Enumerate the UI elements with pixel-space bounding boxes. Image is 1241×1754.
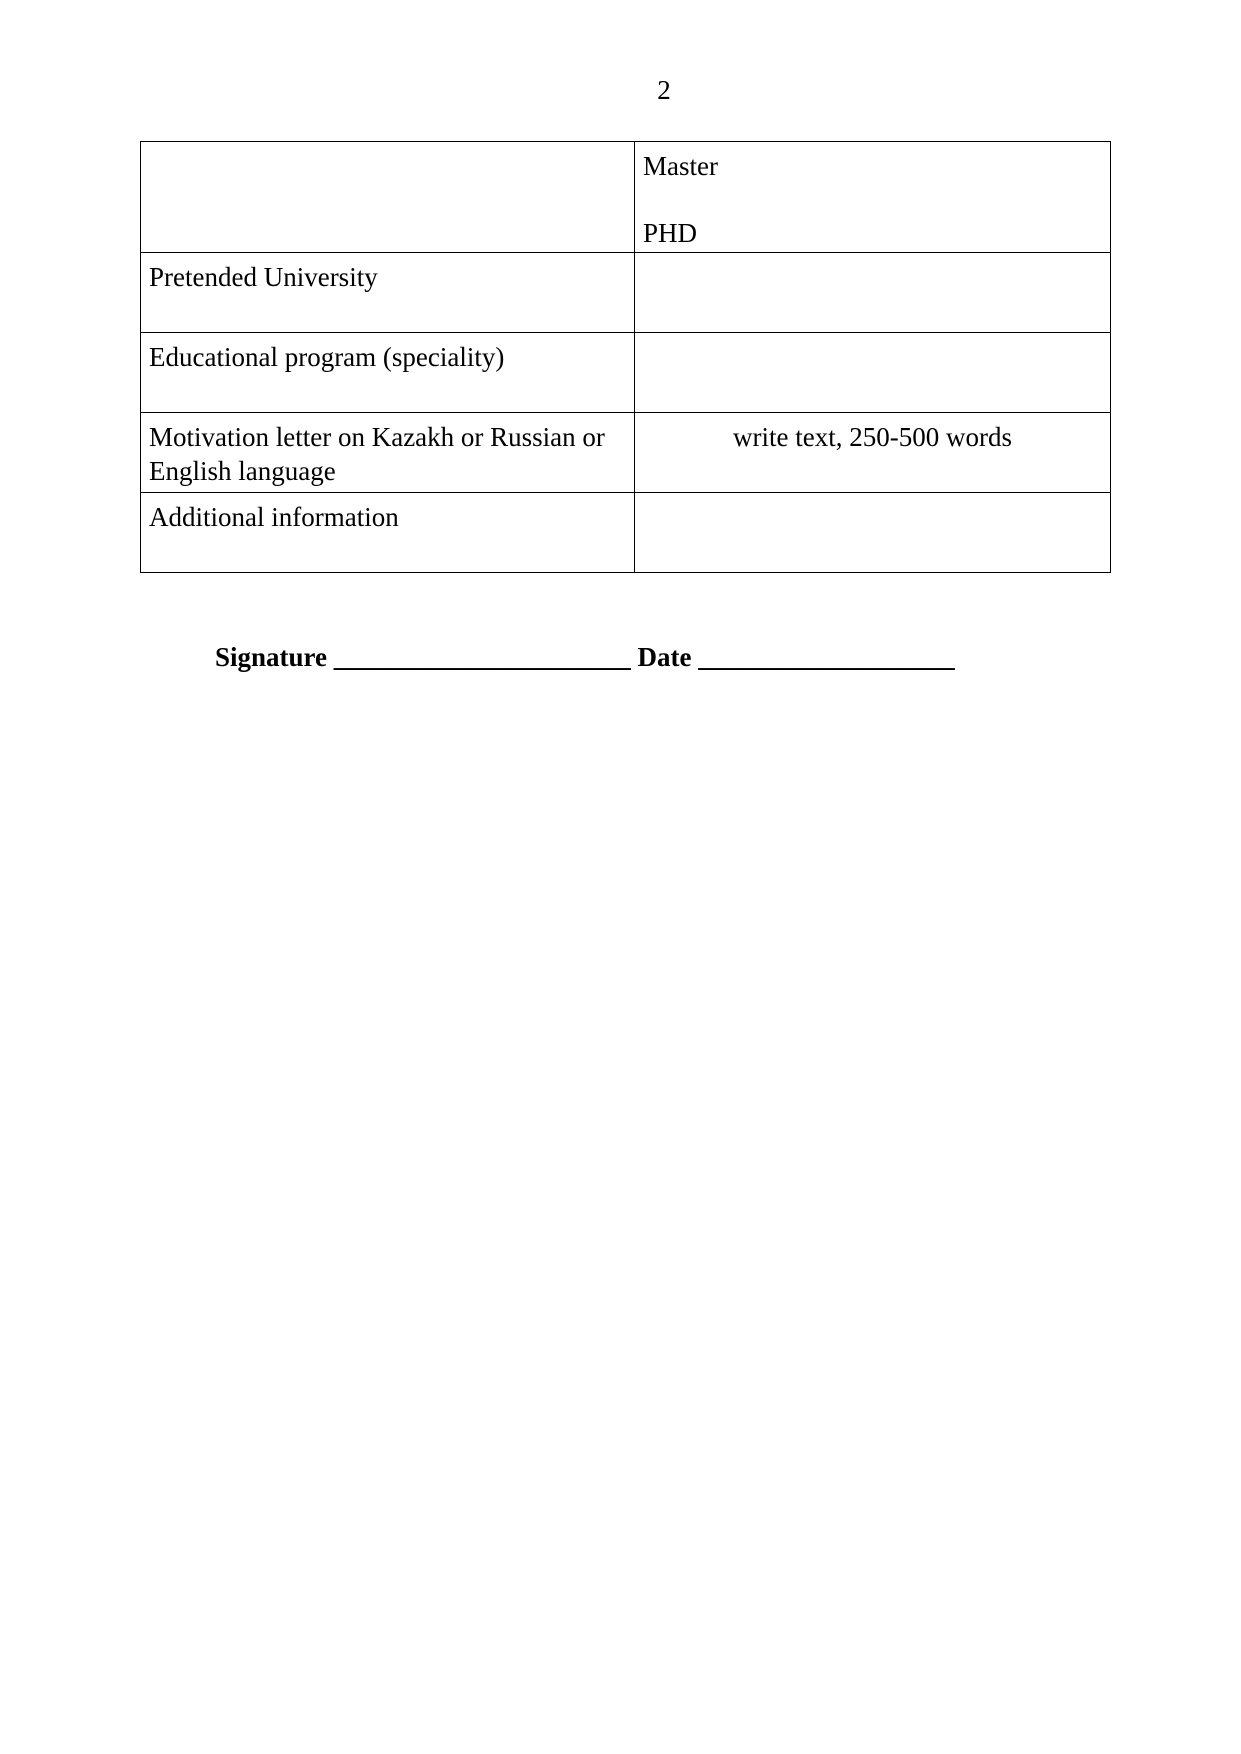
table-row-motivation xyxy=(141,413,1111,493)
table-row-additional xyxy=(141,493,1111,573)
program-value-field[interactable] xyxy=(635,333,1111,413)
table-row-degree xyxy=(141,142,1111,253)
date-label: Date xyxy=(637,642,692,672)
table-row-program xyxy=(141,333,1111,413)
degree-option-spacer xyxy=(643,183,1102,216)
degree-label-cell[interactable] xyxy=(141,142,635,253)
page-number: 2 xyxy=(657,75,671,105)
degree-option-master[interactable]: Master xyxy=(643,151,718,181)
signature-label: Signature xyxy=(215,642,328,672)
degree-options-cell[interactable] xyxy=(635,142,1111,253)
university-value-field[interactable] xyxy=(635,253,1111,333)
application-form-table xyxy=(140,141,1111,573)
date-field[interactable]: ___________________ xyxy=(698,642,955,672)
motivation-value-field[interactable]: write text, 250-500 words xyxy=(635,413,1111,493)
university-label: Pretended University xyxy=(141,253,635,333)
motivation-label: Motivation letter on Kazakh or Russian or English language xyxy=(141,413,635,493)
signature-date-line xyxy=(215,640,955,674)
additional-info-label: Additional information xyxy=(141,493,635,573)
table-row-university xyxy=(141,253,1111,333)
degree-option-phd[interactable]: PHD xyxy=(643,218,698,248)
program-label: Educational program (speciality) xyxy=(141,333,635,413)
signature-field[interactable]: ______________________ xyxy=(333,642,631,672)
additional-info-value-field[interactable] xyxy=(635,493,1111,573)
